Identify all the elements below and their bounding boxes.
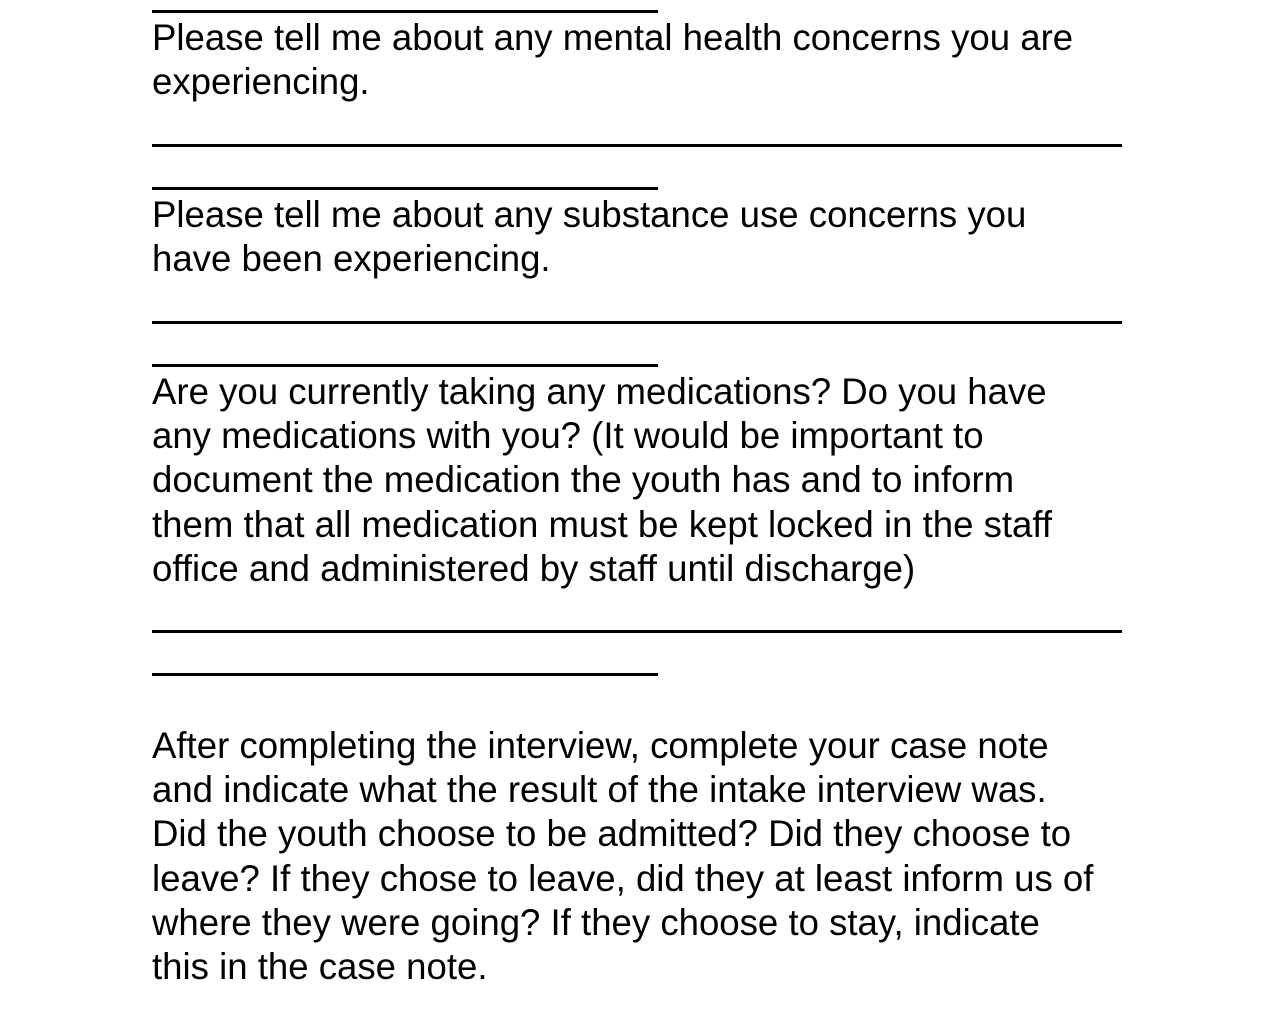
answer-line xyxy=(152,144,1122,147)
answer-line xyxy=(152,10,658,13)
question-line: office and administered by staff until discharge) xyxy=(152,547,916,589)
closing-paragraph xyxy=(152,724,1152,989)
answer-line xyxy=(152,364,658,367)
paragraph-line: leave? If they chose to leave, did they at least inform us of xyxy=(152,857,1094,899)
question-line: them that all medication must be kept locked in the staff xyxy=(152,503,1053,545)
paragraph-line: Did the youth choose to be admitted? Did they choose to xyxy=(152,813,1072,855)
question-line: Please tell me about any substance use concerns you xyxy=(152,194,1027,235)
question-line: document the medication the youth has and to inform xyxy=(152,459,1015,501)
question-line: experiencing. xyxy=(152,61,370,103)
question-line: any medications with you? (It would be important to xyxy=(152,415,984,457)
question-line: Please tell me about any mental health concerns you are xyxy=(152,17,1074,58)
question-substance-use xyxy=(152,193,1152,281)
question-mental-health xyxy=(152,16,1152,104)
question-medications xyxy=(152,370,1152,591)
answer-line xyxy=(152,630,1122,633)
paragraph-line: where they were going? If they choose to stay, indicate xyxy=(152,901,1040,943)
paragraph-line: this in the case note. xyxy=(152,946,488,988)
answer-line xyxy=(152,673,658,676)
answer-line xyxy=(152,187,658,190)
question-line: have been experiencing. xyxy=(152,238,551,280)
paragraph-line: After completing the interview, complete your case note xyxy=(152,725,1049,766)
paragraph-line: and indicate what the result of the intake interview was. xyxy=(152,769,1047,811)
question-line: Are you currently taking any medications? Do you have xyxy=(152,371,1047,412)
answer-line xyxy=(152,321,1122,324)
